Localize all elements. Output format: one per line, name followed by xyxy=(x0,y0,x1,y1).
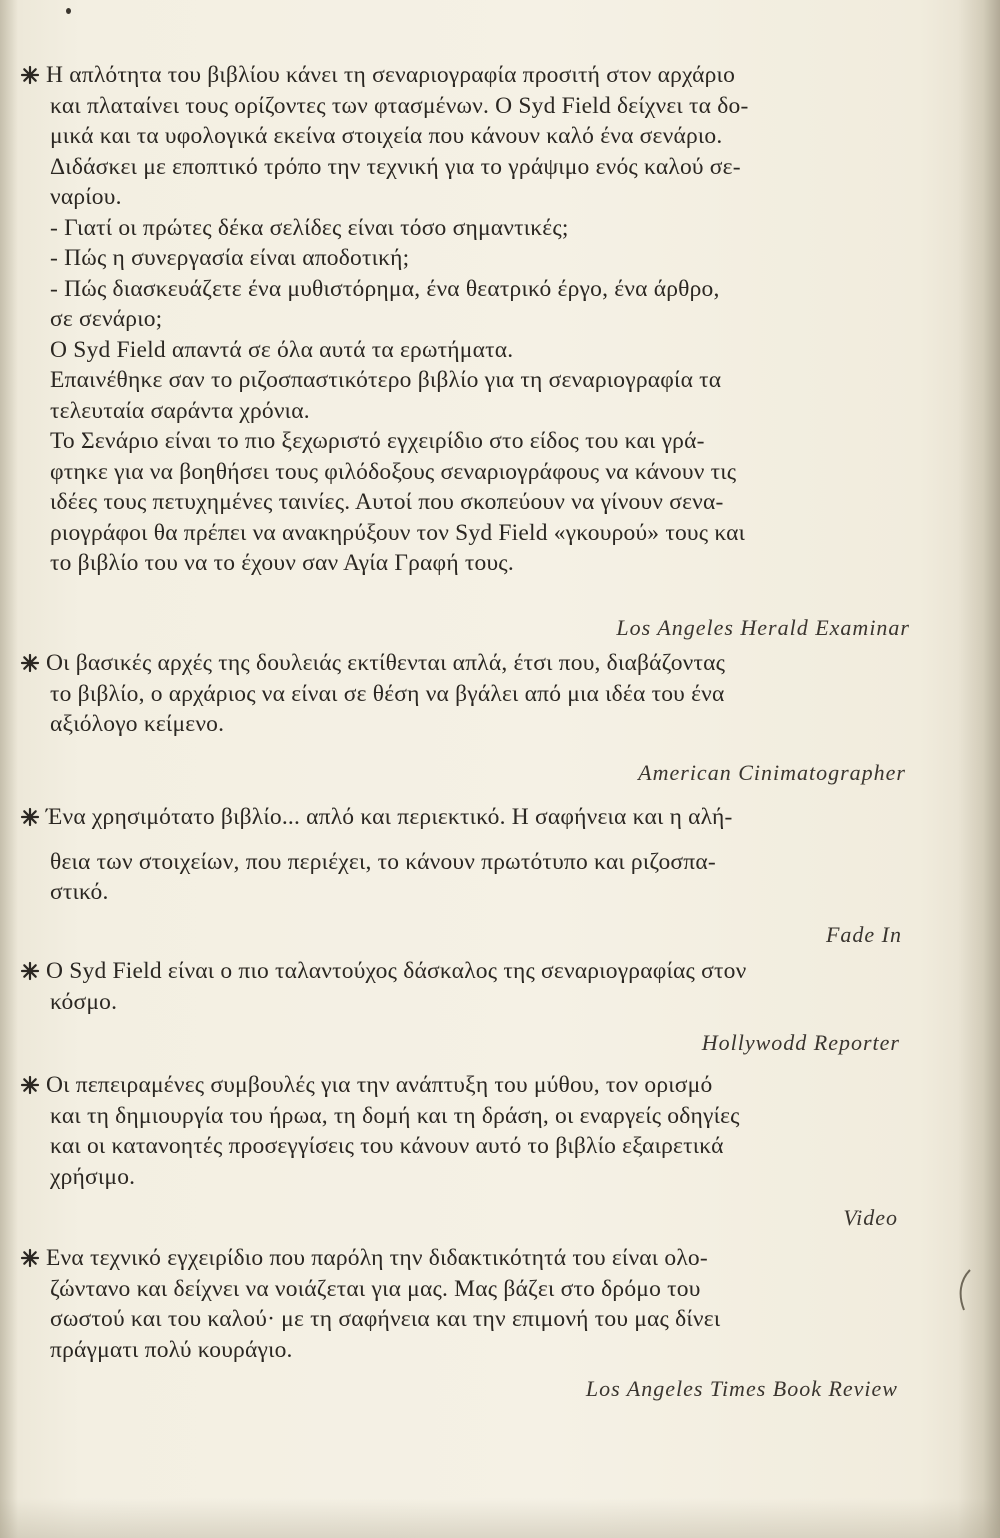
review-text-line: Οι βασικές αρχές της δουλειάς εκτίθενται απλά, έτσι που, διαβάζοντας xyxy=(46,650,726,676)
review-text-line: ναρίου. xyxy=(50,184,122,210)
review-text-line: το βιβλίο του να το έχουν σαν Αγία Γραφή τους. xyxy=(50,550,514,576)
review-text-line: τελευταία σαράντα χρόνια. xyxy=(50,397,310,424)
review-text-line: Το Σενάριο είναι το πιο ξεχωριστό εγχειρίδιο στο είδος του και γρά- xyxy=(50,428,705,454)
review-text-line: και οι κατανοητές προσεγγίσεις του κάνουν αυτό το βιβλίο εξαιρετικά xyxy=(50,1133,724,1159)
page-left-shadow xyxy=(0,0,18,1538)
review-text-line: μικά και τα υφολογικά εκείνα στοιχεία που κάνουν καλό ένα σενάριο. xyxy=(50,123,723,149)
review-text-line: - Πώς η συνεργασία είναι αποδοτική; xyxy=(50,245,410,271)
review-first-line xyxy=(20,956,925,987)
asterisk-bullet-icon xyxy=(20,1075,40,1095)
review-source: Video xyxy=(843,1205,898,1230)
asterisk-bullet-icon xyxy=(20,653,40,673)
asterisk-bullet-icon xyxy=(20,961,40,981)
review-source: Fade In xyxy=(825,922,902,947)
review-text-line: και τη δημιουργία του ήρωα, τη δομή και τη δράση, οι εναργείς οδηγίες xyxy=(50,1102,740,1129)
review-text-line: Ένα χρησιμότατο βιβλίο... απλό και περιεκτικό. Η σαφήνεια και η αλή- xyxy=(46,804,733,830)
review-text-line: και πλαταίνει τους ορίζοντες των φτασμένων. Ο Syd Field δείχνει τα δο- xyxy=(50,92,749,119)
review-text-line: Η απλότητα του βιβλίου κάνει τη σεναριογραφία προσιτή στον αρχάριο xyxy=(46,62,736,88)
asterisk-bullet-icon xyxy=(20,65,40,85)
review-first-line xyxy=(20,60,925,91)
review-text-line: θεια των στοιχείων, που περιέχει, το κάνουν πρωτότυπο και ριζοσπα- xyxy=(50,848,716,875)
review-source: Los Angeles Times Book Review xyxy=(585,1376,898,1401)
review-text-line: ριογράφοι θα πρέπει να ανακηρύξουν τον Syd Field «γκουρού» τους και xyxy=(50,519,746,546)
review-source: Hollywodd Reporter xyxy=(701,1030,900,1055)
ink-dot xyxy=(66,8,71,14)
review-first-line xyxy=(20,1070,925,1101)
review-text-line: χρήσιμο. xyxy=(50,1163,136,1190)
review-first-line xyxy=(20,1243,925,1274)
review-text-line: Οι πεπειραμένες συμβουλές για την ανάπτυξη του μύθου, τον ορισμό xyxy=(46,1072,713,1098)
review-text-line: Ο Syd Field είναι ο πιο ταλαντούχος δάσκαλος της σεναριογραφίας στον xyxy=(46,958,747,984)
review-text-line: Ενα τεχνικό εγχειρίδιο που παρόλη την διδακτικότητά του είναι ολο- xyxy=(46,1245,708,1271)
review-text-line: - Γιατί οι πρώτες δέκα σελίδες είναι τόσο σημαντικές; xyxy=(50,214,569,241)
review-block xyxy=(20,648,925,740)
review-text-line: ιδέες τους πετυχημένες ταινίες. Αυτοί που σκοπεύουν να γίνουν σενα- xyxy=(50,489,724,515)
review-text-line: Ο Syd Field απαντά σε όλα αυτά τα ερωτήματα. xyxy=(50,336,514,363)
review-text-line: - Πώς διασκευάζετε ένα μυθιστόρημα, ένα θεατρικό έργο, ένα άρθρο, xyxy=(50,275,720,302)
review-block xyxy=(20,802,925,908)
review-source: American Cinimatographer xyxy=(638,760,906,785)
review-text-line: Επαινέθηκε σαν το ριζοσπαστικότερο βιβλίο για τη σεναριογραφία τα xyxy=(50,367,722,393)
page-tear-mark xyxy=(950,1265,980,1315)
review-block xyxy=(20,1070,925,1192)
review-text-line: αξιόλογο κείμενο. xyxy=(50,711,225,737)
page-bottom-shadow xyxy=(0,1498,1000,1538)
review-block xyxy=(20,1243,925,1365)
review-text-line: ζώντανο και δείχνει να νοιάζεται για μας. Μας βάζει στο δρόμο του xyxy=(50,1275,701,1302)
review-text-line: πράγματι πολύ κουράγιο. xyxy=(50,1336,293,1363)
review-text-line: σωστού και του καλού· με τη σαφήνεια και την επιμονή του μας δίνει xyxy=(50,1306,721,1332)
review-block xyxy=(20,60,925,579)
review-text-line: φτηκε για να βοηθήσει τους φιλόδοξους σεναριογράφους να κάνουν τις xyxy=(50,458,737,485)
review-text-line: κόσμο. xyxy=(50,988,118,1015)
review-first-line xyxy=(20,802,925,833)
review-text-line: Διδάσκει με εποπτικό τρόπο την τεχνική για το γράψιμο ενός καλού σε- xyxy=(50,153,741,180)
review-text-line: σε σενάριο; xyxy=(50,306,163,332)
review-text-line: στικό. xyxy=(50,879,109,905)
review-block xyxy=(20,956,925,1017)
review-source: Los Angeles Herald Examinar xyxy=(616,615,910,640)
asterisk-bullet-icon xyxy=(20,1248,40,1268)
review-text-line: το βιβλίο, ο αρχάριος να είναι σε θέση να βγάλει από μια ιδέα του ένα xyxy=(50,680,725,707)
review-first-line xyxy=(20,648,925,679)
asterisk-bullet-icon xyxy=(20,807,40,827)
